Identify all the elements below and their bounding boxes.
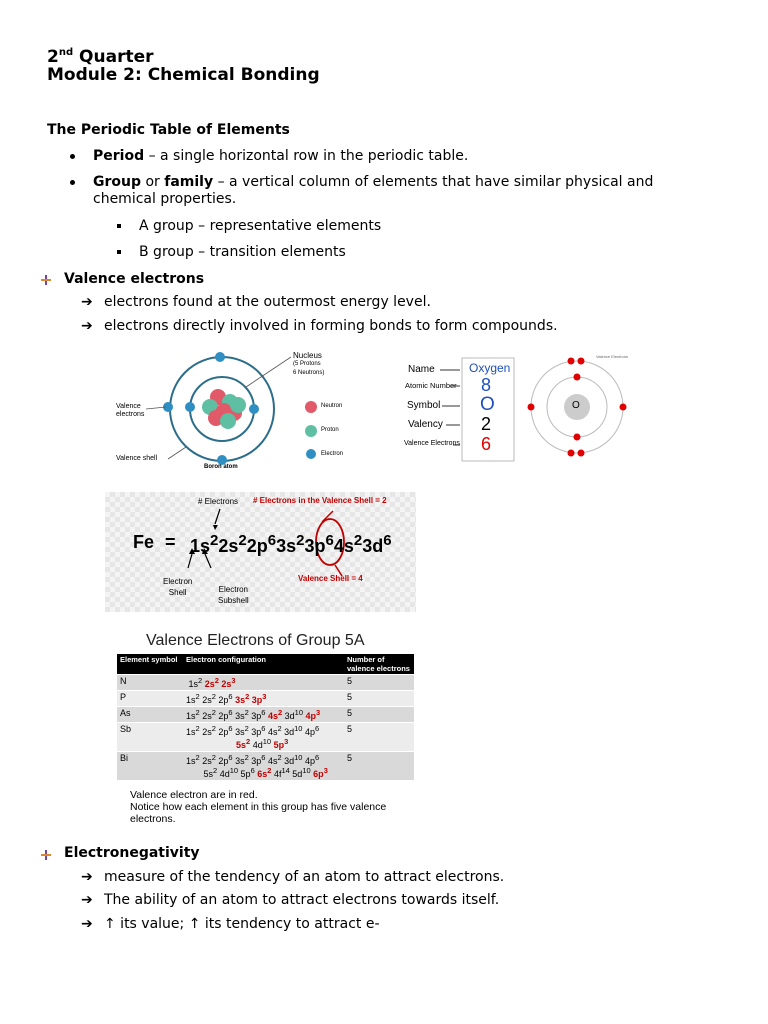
legend-neutron: Neutron: [321, 403, 343, 409]
table-cell-symbol: Bi: [117, 752, 183, 781]
plus-bullet-icon: [40, 274, 52, 286]
table-cell-symbol: P: [117, 691, 183, 707]
table-cell-count: 5: [344, 675, 414, 691]
arrow-icon: ➔: [81, 294, 93, 310]
nucleus-label: Nucleus: [293, 351, 322, 360]
electron-subshell-label-line1: Electron: [218, 585, 249, 594]
boron-atom-figure: [106, 347, 356, 473]
oxygen-center-symbol: O: [572, 400, 580, 411]
oxygen-figure: [396, 348, 648, 473]
oxygen-label-atomic-number: Atomic Number: [405, 381, 457, 390]
a-group-item: A group – representative elements: [139, 218, 382, 234]
table-cell-config: $1s^2$ $2s^2$ $2p^6$ $3s^2$ $3p^6$ $4s^2$ $3d^{10}$ $4p^6$ $5s^2$ $4d^{10}$ $5p^3$: [183, 723, 344, 752]
group5a-figure: [105, 617, 432, 840]
legend-electron: Electron: [321, 451, 344, 457]
b-group-item: B group – transition elements: [139, 244, 346, 260]
electroneg-point-2: The ability of an atom to attract electrons towards itself.: [104, 892, 500, 908]
quarter-heading: 2nd Quarter: [47, 47, 154, 67]
valence-point-1: electrons found at the outermost energy level.: [104, 294, 431, 310]
electron-shell-label: [163, 576, 192, 598]
oxygen-valency-value: 2: [481, 414, 492, 434]
table-cell-count: 5: [344, 752, 414, 781]
table-cell-config: $1s^2$ $2s^2$ $2p^6$ $3s^2$ $3p^3$: [183, 691, 344, 707]
arrow-icon: ➔: [81, 916, 93, 932]
protons-label: (5 Protons: [293, 361, 321, 367]
fe-symbol: Fe: [133, 532, 155, 552]
electroneg-point-1: measure of the tendency of an atom to attract electrons.: [104, 869, 505, 885]
oxygen-label-symbol: Symbol: [407, 400, 441, 411]
electroneg-point-3: ↑ its value; ↑ its tendency to attract e-: [104, 916, 380, 932]
section-title-periodic: The Periodic Table of Elements: [47, 122, 290, 138]
module-title: Module 2: Chemical Bonding: [47, 65, 320, 85]
electron-shell-label-line1: Electron: [163, 577, 193, 586]
table-cell-symbol: As: [117, 707, 183, 723]
arrow-icon: ➔: [81, 869, 93, 885]
period-definition: Period – a single horizontal row in the periodic table.: [93, 148, 469, 164]
table-header: Number of valence electrons: [344, 654, 414, 675]
oxygen-atomic-number-value: 8: [481, 375, 492, 395]
table-row: [117, 752, 414, 781]
oxygen-label-name: Name: [408, 364, 435, 375]
valence-shell-label: Valence Shell = 4: [298, 574, 363, 583]
electron-shell-label-line2: Shell: [168, 588, 187, 597]
oxygen-symbol-value: O: [480, 394, 495, 415]
oxygen-label-valence-electrons: Valence Electrons: [404, 440, 460, 447]
electrons-label: # Electrons: [198, 497, 239, 506]
fe-electron-configuration: $1s^22s^22p^63s^23p^64s^23d^6$: [190, 532, 392, 556]
oxygen-valence-electrons-value: 6: [481, 434, 492, 454]
arrow-icon: ➔: [81, 318, 93, 334]
group5a-note-line3: electrons.: [130, 813, 176, 825]
bullet-dot: [70, 154, 75, 159]
table-header: Element symbol: [117, 654, 183, 675]
table-row: [117, 691, 414, 707]
valence-shell-label: Valence shell: [116, 455, 158, 462]
table-row: [117, 675, 414, 691]
neutrons-label: 6 Neutrons): [293, 370, 325, 376]
bullet-square: [117, 224, 121, 228]
table-cell-config: $1s^2$ $2s^2$ $2s^3$: [183, 675, 344, 691]
electron-subshell-label-line2: Subshell: [218, 596, 249, 605]
group5a-table: [117, 654, 414, 781]
oxygen-name-value: Oxygen: [469, 361, 511, 375]
electronegativity-heading: Electronegativity: [64, 845, 200, 861]
legend-proton: Proton: [321, 427, 339, 433]
table-cell-symbol: Sb: [117, 723, 183, 752]
oxygen-caption: Valence Electrons: [596, 354, 628, 359]
fe-configuration-figure: [105, 492, 416, 612]
table-cell-count: 5: [344, 707, 414, 723]
valence-heading: Valence electrons: [64, 271, 205, 287]
group5a-title: Valence Electrons of Group 5A: [146, 632, 365, 649]
group5a-note: [130, 789, 386, 825]
bullet-dot: [70, 180, 75, 185]
group5a-note-line1: Valence electron are in red.: [130, 789, 258, 801]
group5a-note-line2: Notice how each element in this group has five valence: [130, 801, 387, 813]
table-row: [117, 723, 414, 752]
bullet-square: [117, 250, 121, 254]
table-cell-symbol: N: [117, 675, 183, 691]
valence-electrons-label: Valence: [116, 403, 141, 410]
valence-count-label: # Electrons in the Valence Shell = 2: [253, 496, 387, 505]
fe-equals: =: [165, 532, 176, 552]
plus-bullet-icon: [40, 849, 52, 861]
valence-point-2: electrons directly involved in forming bonds to form compounds.: [104, 318, 558, 334]
table-cell-config: $1s^2$ $2s^2$ $2p^6$ $3s^2$ $3p^6$ $4s^2$ $3d^{10}$ $4p^3$: [183, 707, 344, 723]
group-definition: Group or family – a vertical column of elements that have similar physical and: [93, 174, 654, 190]
table-header: Electron configuration: [183, 654, 344, 675]
boron-atom-label: Boron atom: [204, 464, 238, 470]
table-row: [117, 707, 414, 723]
electron-subshell-label: [218, 584, 249, 606]
valence-electrons-label-2: electrons: [116, 411, 145, 418]
table-cell-count: 5: [344, 691, 414, 707]
group-definition-cont: chemical properties.: [93, 191, 237, 207]
oxygen-label-valency: Valency: [408, 419, 443, 430]
table-cell-count: 5: [344, 723, 414, 752]
table-cell-config: $1s^2$ $2s^2$ $2p^6$ $3s^2$ $3p^6$ $4s^2$ $3d^{10}$ $4p^6$ $5s^2$ $4d^{10}$ $5p^6$ $6s^2$ $4f^{14}$ $5d^{10}$ $6p^3$: [183, 752, 344, 781]
arrow-icon: ➔: [81, 892, 93, 908]
